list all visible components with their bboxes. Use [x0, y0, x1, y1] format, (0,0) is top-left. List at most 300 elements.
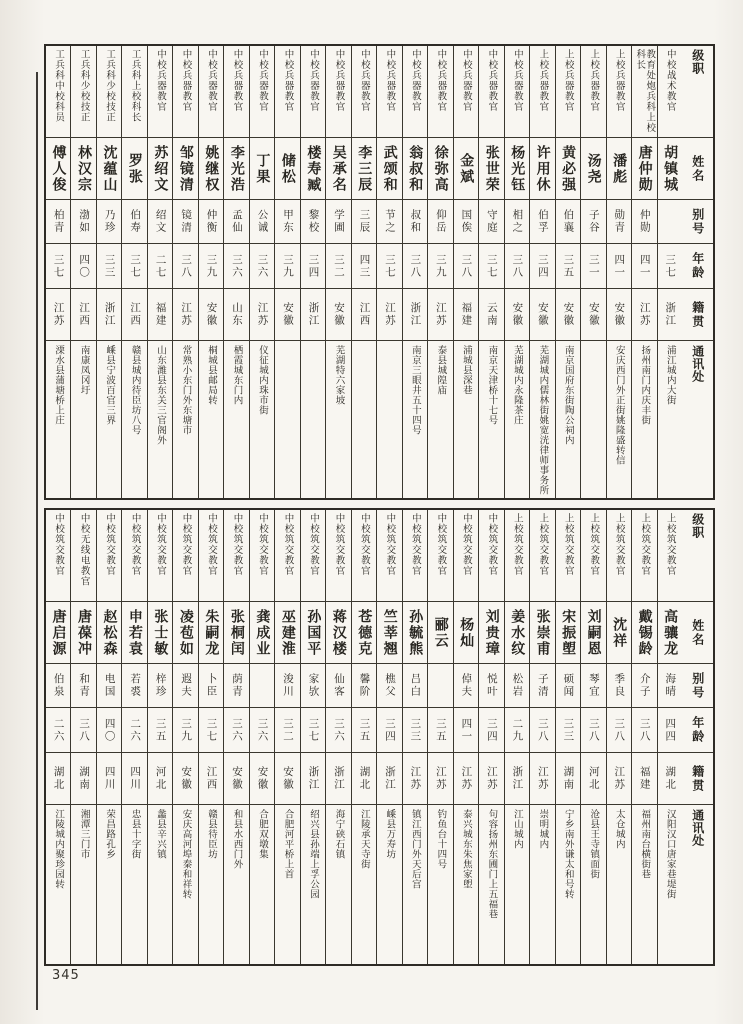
rank-cell: 中校兵器教官	[377, 46, 401, 138]
address-cell: 和县水西门外	[231, 809, 243, 869]
origin-cell: 安徽	[581, 289, 605, 341]
rank-cell: 中校筑交教官	[199, 510, 223, 602]
name-cell: 赵松森	[97, 602, 121, 664]
age-cell: 三六	[326, 708, 350, 753]
rank-cell: 中校兵器教官	[275, 46, 299, 138]
age-cell: 三八	[607, 708, 631, 753]
rank-cell: 中校筑交教官	[377, 510, 401, 602]
age-cell: 三八	[454, 244, 478, 289]
rank-cell: 上校兵器教官	[530, 46, 554, 138]
rank-cell: 上校筑交教官	[658, 510, 682, 602]
origin-cell: 河北	[581, 753, 605, 805]
address-cell: 句容扬州东圃门上五福巷	[486, 809, 498, 919]
person-column	[249, 510, 274, 964]
alias-cell: 荫青	[224, 664, 248, 708]
origin-cell: 湖北	[658, 753, 682, 805]
person-column	[504, 46, 529, 498]
age-cell: 三七	[199, 708, 223, 753]
person-column	[631, 46, 656, 498]
alias-cell: 勋青	[607, 200, 631, 244]
name-cell: 姚继权	[199, 138, 223, 200]
origin-cell: 江苏	[377, 289, 401, 341]
age-cell: 四一	[454, 708, 478, 753]
age-cell: 三八	[71, 708, 95, 753]
address-cell: 山东潍县东关三官阁外	[155, 345, 167, 445]
rank-cell: 工兵科上校科长	[122, 46, 146, 138]
person-column	[478, 510, 503, 964]
name-cell: 蒋汉楼	[326, 602, 350, 664]
name-cell: 朱嗣龙	[199, 602, 223, 664]
age-cell: 四一	[607, 244, 631, 289]
person-column	[172, 510, 197, 964]
alias-cell	[250, 664, 274, 708]
page-number: 345	[52, 968, 80, 983]
origin-cell: 山东	[224, 289, 248, 341]
rank-cell: 上校筑交教官	[632, 510, 656, 602]
name-cell: 张桐闰	[224, 602, 248, 664]
name-cell: 姜水纹	[505, 602, 529, 664]
origin-cell: 江苏	[607, 753, 631, 805]
alias-cell: 伯孚	[530, 200, 554, 244]
alias-cell: 伯襄	[556, 200, 580, 244]
person-column	[504, 510, 529, 964]
alias-cell: 浚川	[275, 664, 299, 708]
rank-cell: 上校兵器教官	[607, 46, 631, 138]
origin-cell: 江苏	[46, 289, 70, 341]
age-cell: 三二	[326, 244, 350, 289]
address-cell: 安庆高河埠秦和祥转	[180, 809, 192, 899]
rank-cell: 中校兵器教官	[199, 46, 223, 138]
age-cell: 四〇	[71, 244, 95, 289]
address-cell: 芜湖城内永隆茶庄	[511, 345, 523, 425]
rank-cell: 上校筑交教官	[530, 510, 554, 602]
rank-cell: 中校筑交教官	[224, 510, 248, 602]
person-column	[555, 510, 580, 964]
origin-cell: 安徽	[275, 753, 299, 805]
address-cell: 溧水县蒲塘桥上庄	[53, 345, 65, 425]
name-cell: 杨灿	[454, 602, 478, 664]
alias-cell: 三辰	[352, 200, 376, 244]
age-cell: 三七	[122, 244, 146, 289]
alias-cell: 节之	[377, 200, 401, 244]
person-column	[453, 510, 478, 964]
age-cell: 二六	[122, 708, 146, 753]
age-cell: 三八	[505, 244, 529, 289]
person-column	[172, 46, 197, 498]
origin-cell: 福建	[632, 753, 656, 805]
address-cell: 镇江西门外天后宫	[409, 809, 421, 889]
alias-cell: 叔和	[403, 200, 427, 244]
person-column	[274, 46, 299, 498]
person-column	[274, 510, 299, 964]
person-column	[657, 510, 682, 964]
name-cell: 汤尧	[581, 138, 605, 200]
address-cell: 江陵城内聚珍园转	[53, 809, 65, 889]
row-label-age: 年龄	[682, 708, 713, 753]
rank-cell: 中校战术教官	[658, 46, 682, 138]
address-cell: 浦江城内大街	[664, 345, 676, 405]
origin-cell: 湖南	[71, 753, 95, 805]
page-binding-edge	[36, 72, 38, 1010]
origin-cell: 江苏	[403, 753, 427, 805]
age-cell: 三六	[250, 244, 274, 289]
address-cell: 江陵承天寺街	[358, 809, 370, 869]
age-cell: 三六	[224, 708, 248, 753]
alias-cell: 绍文	[148, 200, 172, 244]
person-column	[580, 510, 605, 964]
address-cell	[275, 341, 299, 498]
person-column	[96, 46, 121, 498]
row-label-alias: 别号	[682, 664, 713, 708]
address-cell: 南康凤冈圩	[78, 345, 90, 395]
address-cell: 桐城县邮局转	[206, 345, 218, 405]
alias-cell: 国俟	[454, 200, 478, 244]
name-cell: 翁叔和	[403, 138, 427, 200]
rank-cell: 中校兵器教官	[352, 46, 376, 138]
age-cell: 三九	[275, 244, 299, 289]
origin-cell: 福建	[148, 289, 172, 341]
age-cell: 三三	[556, 708, 580, 753]
origin-cell: 湖北	[352, 753, 376, 805]
origin-cell: 浙江	[403, 289, 427, 341]
person-column	[325, 510, 350, 964]
origin-cell: 浙江	[658, 289, 682, 341]
origin-cell: 安徽	[250, 753, 274, 805]
person-column	[606, 46, 631, 498]
address-cell: 南京天津桥十七号	[486, 345, 498, 425]
age-cell: 三七	[479, 244, 503, 289]
rank-cell: 中校筑交教官	[479, 510, 503, 602]
name-cell: 林汉宗	[71, 138, 95, 200]
address-cell: 嵊县万寿坊	[384, 809, 396, 859]
age-cell: 三五	[352, 708, 376, 753]
alias-cell: 季良	[607, 664, 631, 708]
alias-cell: 介子	[632, 664, 656, 708]
rank-cell: 中校筑交教官	[46, 510, 70, 602]
person-column	[529, 510, 554, 964]
address-cell: 泰兴城东朱焦家塱	[460, 809, 472, 889]
row-label-rank: 级职	[682, 46, 713, 138]
address-cell: 汉阳汉口唐家巷堤街	[664, 809, 676, 899]
rank-cell: 中校兵器教官	[428, 46, 452, 138]
person-column	[351, 510, 376, 964]
origin-cell: 江苏	[479, 753, 503, 805]
person-column	[351, 46, 376, 498]
rank-cell: 中校筑交教官	[403, 510, 427, 602]
alias-cell: 遐夫	[173, 664, 197, 708]
address-cell	[377, 341, 401, 498]
rank-cell: 中校兵器教官	[250, 46, 274, 138]
name-cell: 徐弥高	[428, 138, 452, 200]
address-cell: 赣县城内待臣坊八号	[129, 345, 141, 435]
address-cell: 合肥双墩集	[256, 809, 268, 859]
name-cell: 刘贵璋	[479, 602, 503, 664]
origin-cell: 江苏	[428, 753, 452, 805]
origin-cell: 四川	[97, 753, 121, 805]
alias-cell: 甲东	[275, 200, 299, 244]
age-cell: 三九	[428, 244, 452, 289]
alias-cell: 子清	[530, 664, 554, 708]
name-cell: 凌苞如	[173, 602, 197, 664]
rank-cell: 上校筑交教官	[556, 510, 580, 602]
origin-cell: 安徽	[199, 289, 223, 341]
rank-cell: 工兵科少校技正	[71, 46, 95, 138]
rank-cell: 中校筑交教官	[428, 510, 452, 602]
origin-cell: 安徽	[224, 753, 248, 805]
age-cell: 四一	[632, 244, 656, 289]
name-cell: 黄必强	[556, 138, 580, 200]
alias-cell: 相之	[505, 200, 529, 244]
person-column	[300, 46, 325, 498]
age-cell: 三四	[479, 708, 503, 753]
origin-cell: 云南	[479, 289, 503, 341]
alias-cell: 倬夫	[454, 664, 478, 708]
name-cell: 楼寿臧	[301, 138, 325, 200]
officer-table-top	[44, 44, 715, 500]
alias-cell: 吕白	[403, 664, 427, 708]
person-column	[96, 510, 121, 964]
alias-cell: 卜臣	[199, 664, 223, 708]
alias-cell: 孟仙	[224, 200, 248, 244]
rank-cell: 中校筑交教官	[454, 510, 478, 602]
person-column	[300, 510, 325, 964]
rank-cell: 中校筑交教官	[148, 510, 172, 602]
address-cell: 栖霞城东门内	[231, 345, 243, 405]
alias-cell: 伯寿	[122, 200, 146, 244]
person-column	[147, 510, 172, 964]
row-label-address: 通讯处	[690, 809, 705, 847]
origin-cell: 福建	[454, 289, 478, 341]
address-cell: 扬州南门内庆丰街	[639, 345, 651, 425]
address-cell: 江山城内	[511, 809, 523, 849]
age-cell: 三七	[46, 244, 70, 289]
origin-cell: 安徽	[607, 289, 631, 341]
person-column	[606, 510, 631, 964]
address-cell	[352, 341, 376, 498]
row-label-alias: 别号	[682, 200, 713, 244]
age-cell: 二九	[505, 708, 529, 753]
age-cell: 三六	[250, 708, 274, 753]
rank-cell: 上校筑交教官	[505, 510, 529, 602]
rank-cell: 中校兵器教官	[479, 46, 503, 138]
person-column	[402, 46, 427, 498]
origin-cell: 安徽	[505, 289, 529, 341]
rank-cell: 中校筑交教官	[250, 510, 274, 602]
alias-cell: 电国	[97, 664, 121, 708]
address-cell: 南京三眼井五十四号	[409, 345, 421, 435]
person-column	[631, 510, 656, 964]
person-column	[453, 46, 478, 498]
rank-cell: 中校兵器教官	[148, 46, 172, 138]
row-label-column	[682, 46, 713, 498]
address-cell: 海宁硖石镇	[333, 809, 345, 859]
rank-cell: 中校兵器教官	[224, 46, 248, 138]
alias-cell: 黎校	[301, 200, 325, 244]
origin-cell: 安徽	[530, 289, 554, 341]
address-cell: 宁乡南外谦太和号转	[562, 809, 574, 899]
address-cell: 沧县王寺镇面街	[588, 809, 600, 879]
alias-cell	[428, 664, 452, 708]
rank-cell: 上校兵器教官	[556, 46, 580, 138]
origin-cell: 浙江	[377, 753, 401, 805]
name-cell: 戴锡龄	[632, 602, 656, 664]
origin-cell: 浙江	[97, 289, 121, 341]
origin-cell: 河北	[148, 753, 172, 805]
row-label-column	[682, 510, 713, 964]
age-cell: 二六	[46, 708, 70, 753]
name-cell: 储松	[275, 138, 299, 200]
person-column	[198, 510, 223, 964]
name-cell: 吴承名	[326, 138, 350, 200]
rank-cell: 中校筑交教官	[301, 510, 325, 602]
rank-cell: 中校无线电教官	[71, 510, 95, 602]
person-column	[121, 46, 146, 498]
name-cell: 竺莘翘	[377, 602, 401, 664]
rank-cell: 教育处炮兵科上校科长	[632, 46, 656, 138]
name-cell: 杨光钰	[505, 138, 529, 200]
name-cell: 刘嗣恩	[581, 602, 605, 664]
origin-cell: 江苏	[530, 753, 554, 805]
address-cell: 湘潭三门市	[78, 809, 90, 859]
alias-cell: 仲勋	[632, 200, 656, 244]
alias-cell: 梓珍	[148, 664, 172, 708]
origin-cell: 安徽	[275, 289, 299, 341]
origin-cell: 江西	[199, 753, 223, 805]
address-cell: 仪征城内珠市街	[256, 345, 268, 415]
address-cell: 泰县城隍庙	[435, 345, 447, 395]
alias-cell: 琴宜	[581, 664, 605, 708]
rank-cell: 中校兵器教官	[173, 46, 197, 138]
name-cell: 申若袁	[122, 602, 146, 664]
age-cell: 三七	[658, 244, 682, 289]
alias-cell: 仰岳	[428, 200, 452, 244]
rank-cell: 中校筑交教官	[97, 510, 121, 602]
row-label-name: 姓名	[682, 602, 713, 664]
age-cell: 三三	[403, 708, 427, 753]
person-column	[198, 46, 223, 498]
age-cell: 三八	[632, 708, 656, 753]
age-cell: 四〇	[97, 708, 121, 753]
address-cell: 常熟小东门外东塘市	[180, 345, 192, 435]
age-cell: 三八	[403, 244, 427, 289]
age-cell: 三八	[530, 708, 554, 753]
row-label-name: 姓名	[682, 138, 713, 200]
person-column	[376, 46, 401, 498]
rank-cell: 上校筑交教官	[581, 510, 605, 602]
person-column	[147, 46, 172, 498]
age-cell: 三二	[275, 708, 299, 753]
origin-cell: 江西	[352, 289, 376, 341]
age-cell: 四三	[352, 244, 376, 289]
origin-cell: 安徽	[326, 289, 350, 341]
origin-cell: 江西	[71, 289, 95, 341]
roster-tables	[44, 44, 715, 966]
age-cell: 三五	[428, 708, 452, 753]
name-cell: 邹镜清	[173, 138, 197, 200]
person-column	[529, 46, 554, 498]
age-cell: 三四	[530, 244, 554, 289]
row-label-origin: 籍贯	[682, 289, 713, 341]
alias-cell: 松岩	[505, 664, 529, 708]
row-label-age: 年龄	[682, 244, 713, 289]
age-cell: 三九	[199, 244, 223, 289]
name-cell: 唐葆冲	[71, 602, 95, 664]
name-cell: 许用休	[530, 138, 554, 200]
person-column	[427, 510, 452, 964]
address-cell: 赣县待臣坊	[206, 809, 218, 859]
person-column	[555, 46, 580, 498]
rank-cell: 中校筑交教官	[122, 510, 146, 602]
alias-cell: 渤如	[71, 200, 95, 244]
address-cell: 钓鱼台十四号	[435, 809, 447, 869]
rank-cell: 中校兵器教官	[403, 46, 427, 138]
alias-cell: 柏青	[46, 200, 70, 244]
name-cell: 苍德克	[352, 602, 376, 664]
name-cell: 傅人俊	[46, 138, 70, 200]
age-cell: 三五	[556, 244, 580, 289]
alias-cell: 家欤	[301, 664, 325, 708]
origin-cell: 江苏	[250, 289, 274, 341]
origin-cell: 四川	[122, 753, 146, 805]
person-column	[478, 46, 503, 498]
alias-cell: 学圃	[326, 200, 350, 244]
age-cell: 三四	[301, 244, 325, 289]
age-cell: 三三	[97, 244, 121, 289]
name-cell: 沈祥	[607, 602, 631, 664]
person-column	[223, 510, 248, 964]
alias-cell: 子谷	[581, 200, 605, 244]
name-cell: 唐启源	[46, 602, 70, 664]
alias-cell: 伯泉	[46, 664, 70, 708]
address-cell: 蠡县辛兴镇	[155, 809, 167, 859]
alias-cell: 仲衡	[199, 200, 223, 244]
name-cell: 张士敏	[148, 602, 172, 664]
age-cell: 三一	[581, 244, 605, 289]
name-cell: 武颂和	[377, 138, 401, 200]
name-cell: 潘彪	[607, 138, 631, 200]
name-cell: 孙毓熊	[403, 602, 427, 664]
name-cell: 金斌	[454, 138, 478, 200]
name-cell: 宋振塱	[556, 602, 580, 664]
name-cell: 孙国平	[301, 602, 325, 664]
name-cell: 李三辰	[352, 138, 376, 200]
rank-cell: 工兵科中校科员	[46, 46, 70, 138]
person-column	[46, 510, 70, 964]
address-cell: 芜湖特六家坡	[333, 345, 345, 405]
name-cell: 胡镇城	[658, 138, 682, 200]
rank-cell: 中校兵器教官	[454, 46, 478, 138]
age-cell: 三八	[173, 244, 197, 289]
age-cell: 三六	[224, 244, 248, 289]
name-cell: 巫建淮	[275, 602, 299, 664]
name-cell: 郦云	[428, 602, 452, 664]
address-cell: 绍兴县孙端上孚公园	[307, 809, 319, 899]
address-cell: 合肥河平桥上首	[282, 809, 294, 879]
alias-cell: 和青	[71, 664, 95, 708]
alias-cell: 镜清	[173, 200, 197, 244]
rank-cell: 中校筑交教官	[275, 510, 299, 602]
alias-cell	[658, 200, 682, 244]
name-cell: 沈蕴山	[97, 138, 121, 200]
rank-cell: 中校筑交教官	[326, 510, 350, 602]
origin-cell: 浙江	[301, 753, 325, 805]
rank-cell: 工兵科少校技正	[97, 46, 121, 138]
row-label-origin: 籍贯	[682, 753, 713, 805]
origin-cell: 浙江	[505, 753, 529, 805]
origin-cell: 江苏	[454, 753, 478, 805]
address-cell: 太仓城内	[613, 809, 625, 849]
origin-cell: 江苏	[428, 289, 452, 341]
